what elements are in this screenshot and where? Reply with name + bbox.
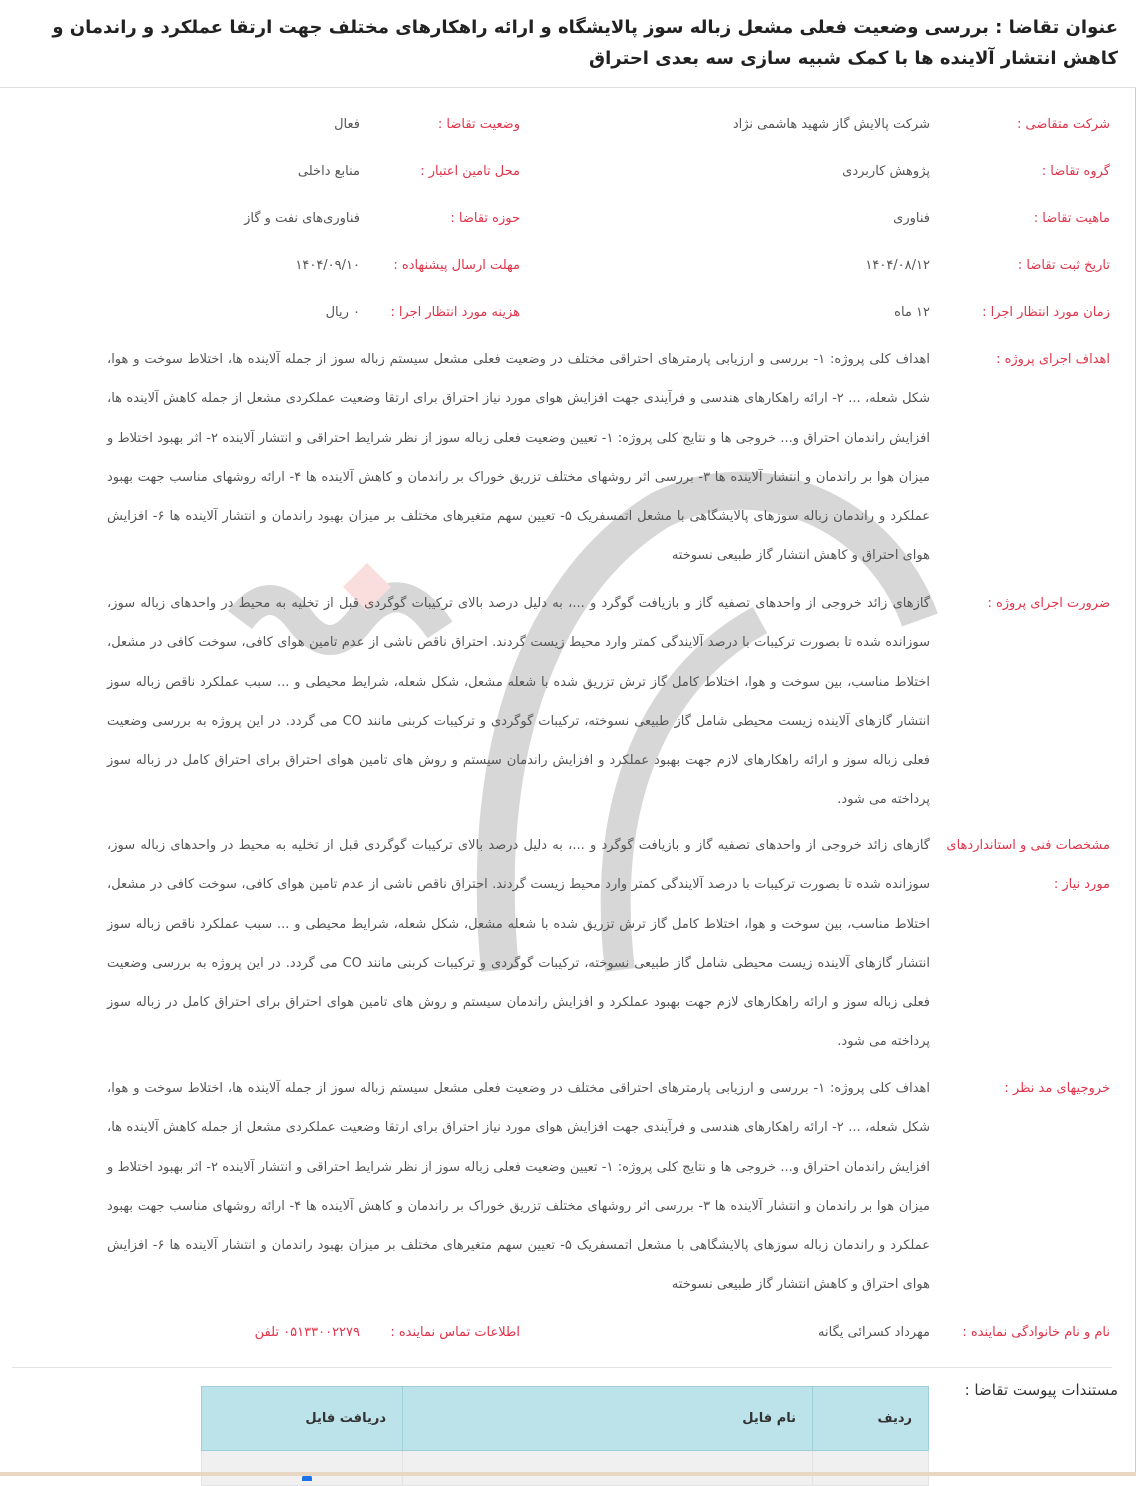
field-value: فعال <box>334 116 360 132</box>
field-row <box>0 300 1136 324</box>
column-header-row: ردیف <box>813 1387 929 1451</box>
field-value: فناوری <box>893 210 930 226</box>
field-label: وضعیت تقاضا : <box>437 116 520 132</box>
representative-contact-label: اطلاعات تماس نماینده : <box>390 1324 520 1340</box>
section-label: خروجیهای مد نظر : <box>1004 1081 1110 1096</box>
attachments-label: مستندات پیوست تقاضا : <box>964 1381 1118 1399</box>
section-label: اهداف اجرای پروژه : <box>996 352 1110 367</box>
section-label: مشخصات فنی و استانداردهای مورد نیاز : <box>946 838 1110 893</box>
field-value: ۱۴۰۴/۰۸/۱۲ <box>865 257 930 273</box>
field-label: تاریخ ثبت تقاضا : <box>1017 257 1110 273</box>
window-bottom-edge <box>0 1472 1136 1476</box>
field-label: زمان مورد انتظار اجرا : <box>982 304 1110 320</box>
section <box>107 584 1110 820</box>
section <box>107 340 1110 576</box>
field-value: ۰ ریال <box>325 304 360 320</box>
attachments-table <box>201 1386 929 1486</box>
section-text: گازهای زائد خروجی از واحدهای تصفیه گاز و بازیافت گوگرد و ...، به دلیل درصد بالای ترکیبات گوگردی قبل از تخلیه به محیط در واحدهای زباله سوز، سوزانده شده تا بصورت ترکیبات با درصد آلایندگی کمتر وارد محیط زیست گردند. احتراق ناقص ناشی از عدم تامین هوای کافی، سوخت کافی در مشعل، اختلاط مناسب، بین سوخت و هوا، اختلاط کامل گاز ترش تزریق شده با شعله مشعل، شکل شعله، شرایط محیطی و ... سبب عملکرد ناقص زباله سوز انتشار گازهای آلاینده زیست محیطی شامل گاز طبیعی نسوخته، ترکیبات گوگردی و ترکیبات کربنی مانند CO می گردد. در این پروژه به بررسی وضعیت فعلی زباله سوز و ارائه راهکارهای لازم جهت بهبود عملکرد و افزایش راندمان سیستم و روش های تامین هوای احتراق برای احتراق کامل در زباله سوز پرداخته می شود. <box>107 596 930 808</box>
field-label: گروه تقاضا : <box>1041 163 1110 179</box>
representative-row <box>0 1320 1136 1344</box>
section-text: اهداف کلی پروژه: ۱- بررسی و ارزیابی پارمترهای احتراقی مختلف در وضعیت فعلی مشعل سیستم زباله سوز از جمله آلاینده ها، اختلاط سوخت و هوا، شکل شعله، ... ۲- ارائه راهکارهای هندسی و فرآیندی جهت افزایش هوای مورد نیاز احتراق برای ارتقا وضعیت عملکردی مشعل از جمله کاهش آلاینده ها، افزایش راندمان احتراق و... خروجی ها و نتایج کلی پروژه: ۱- تعیین وضعیت فعلی زباله سوز از نظر شرایط احتراقی و انتشار آلاینده ۲- اثر بهبود اختلاط و میزان هوا بر راندمان و انتشار آلاینده ها ۳- بررسی اثر روشهای مختلف تزریق خوراک بر راندمان و کاهش آلاینده ها ۴- ارائه روشهای مناسب جهت بهبود عملکرد و راندمان زباله سوزهای پالایشگاهی با مشعل اتمسفریک ۵- تعیین سهم متغیرهای مختلف بر میزان بهبود راندمان و انتشار آلاینده ها ۶- افزایش هوای احتراق و کاهش انتشار گاز طبیعی نسوخته <box>107 352 931 564</box>
section <box>107 1069 1110 1305</box>
field-label: ماهیت تقاضا : <box>1033 210 1110 226</box>
section-text: گازهای زائد خروجی از واحدهای تصفیه گاز و بازیافت گوگرد و ...، به دلیل درصد بالای ترکیبات گوگردی قبل از تخلیه به محیط در واحدهای زباله سوز، سوزانده شده تا بصورت ترکیبات با درصد آلایندگی کمتر وارد محیط زیست گردند. احتراق ناقص ناشی از عدم تامین هوای کافی، سوخت کافی در مشعل، اختلاط مناسب، بین سوخت و هوا، اختلاط کامل گاز ترش تزریق شده با شعله مشعل، شکل شعله، شرایط محیطی و ... سبب عملکرد ناقص زباله سوز انتشار گازهای آلاینده زیست محیطی شامل گاز طبیعی نسوخته، ترکیبات گوگردی و ترکیبات کربنی مانند CO می گردد. در این پروژه به بررسی وضعیت فعلی زباله سوز و ارائه راهکارهای لازم جهت بهبود عملکرد و افزایش راندمان سیستم و روش های تامین هوای احتراق برای احتراق کامل در زباله سوز پرداخته می شود. <box>107 838 930 1050</box>
column-header-download: دریافت فایل <box>202 1387 403 1451</box>
field-value: ۱۲ ماه <box>894 304 930 320</box>
representative-name-value: مهرداد کسرائی یگانه <box>818 1324 930 1340</box>
representative-name-label: نام و نام خانوادگی نماینده : <box>962 1324 1110 1340</box>
field-label: حوزه تقاضا : <box>450 210 520 226</box>
column-header-file-name: نام فایل <box>403 1387 813 1451</box>
section <box>107 826 1110 1062</box>
field-label: شرکت متقاضی : <box>1017 116 1110 132</box>
field-value: ۱۴۰۴/۰۹/۱۰ <box>295 257 360 273</box>
cell-row <box>813 1451 929 1486</box>
field-value: شرکت پالایش گاز شهید هاشمی نژاد <box>732 116 930 132</box>
page-title: عنوان تقاضا : بررسی وضعیت فعلی مشعل زباله سوز پالایشگاه و ارائه راهکارهای مختلف جهت ارتقا عملکرد و راندمان و کاهش انتشار آلاینده ها با کمک شبیه سازی سه بعدی احتراق <box>0 0 1136 88</box>
field-label: هزینه مورد انتظار اجرا : <box>390 304 520 320</box>
field-row <box>0 206 1136 230</box>
representative-contact-value: ۰۵۱۳۳۰۰۲۲۷۹ تلفن <box>254 1324 360 1340</box>
divider <box>12 1367 1112 1368</box>
field-row <box>0 253 1136 277</box>
field-value: پژوهش کاربردی <box>842 163 930 179</box>
cell-file-name <box>403 1451 813 1486</box>
field-row <box>0 112 1136 136</box>
field-value: فناوری‌های نفت و گاز <box>244 210 360 226</box>
field-row <box>0 159 1136 183</box>
field-value: منابع داخلی <box>297 163 360 179</box>
field-label: محل تامین اعتبار : <box>420 163 520 179</box>
cell-download <box>202 1451 403 1486</box>
field-label: مهلت ارسال پیشنهاده : <box>393 257 520 273</box>
table-row <box>202 1451 929 1486</box>
section-label: ضرورت اجرای پروژه : <box>987 596 1110 611</box>
section-text: اهداف کلی پروژه: ۱- بررسی و ارزیابی پارمترهای احتراقی مختلف در وضعیت فعلی مشعل سیستم زباله سوز از جمله آلاینده ها، اختلاط سوخت و هوا، شکل شعله، ... ۲- ارائه راهکارهای هندسی و فرآیندی جهت افزایش هوای مورد نیاز احتراق برای ارتقا وضعیت عملکردی مشعل از جمله کاهش آلاینده ها، افزایش راندمان احتراق و... خروجی ها و نتایج کلی پروژه: ۱- تعیین وضعیت فعلی زباله سوز از نظر شرایط احتراقی و انتشار آلاینده ۲- اثر بهبود اختلاط و میزان هوا بر راندمان و انتشار آلاینده ها ۳- بررسی اثر روشهای مختلف تزریق خوراک بر راندمان و کاهش آلاینده ها ۴- ارائه روشهای مناسب جهت بهبود عملکرد و راندمان زباله سوزهای پالایشگاهی با مشعل اتمسفریک ۵- تعیین سهم متغیرهای مختلف بر میزان بهبود راندمان و انتشار آلاینده ها ۶- افزایش هوای احتراق و کاهش انتشار گاز طبیعی نسوخته <box>107 1081 931 1293</box>
